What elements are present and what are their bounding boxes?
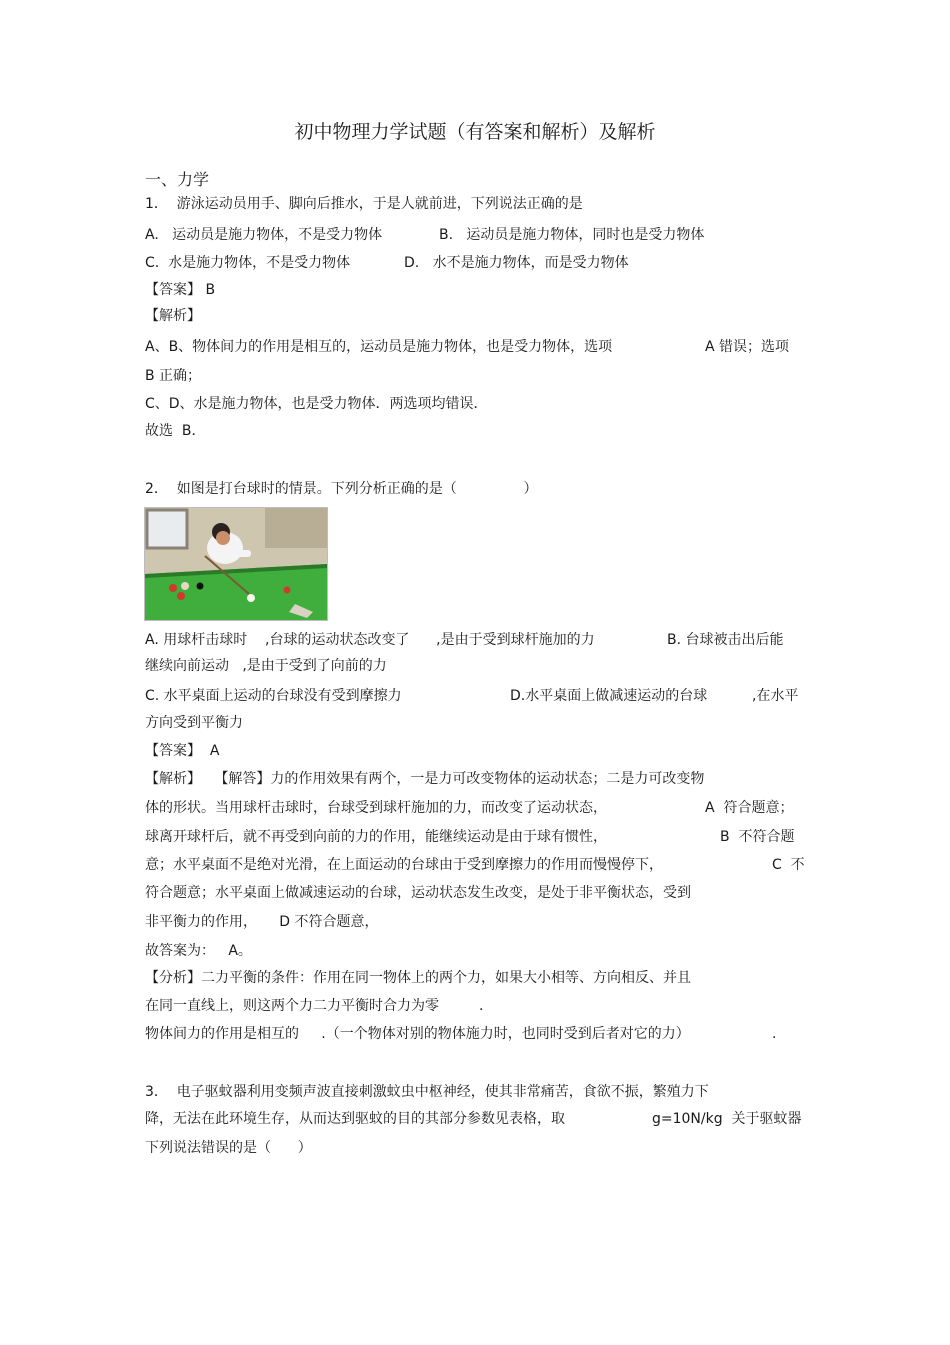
q2-solution-line: B 不符合题 xyxy=(720,829,795,845)
q2-solution-line: 非平衡力的作用， D 不符合题意， xyxy=(145,914,379,930)
page-title: 初中物理力学试题（有答案和解析）及解析 xyxy=(294,121,656,143)
q3-stem-line: g=10N/kg 关于驱蚊器 xyxy=(652,1111,802,1127)
q1-answer: 【答案】 B xyxy=(145,282,216,298)
q1-option-c: C. 水是施力物体，不是受力物体 xyxy=(145,255,351,271)
q1-analysis-line: A 错误；选项 xyxy=(705,339,790,355)
q1-option-a: A. 运动员是施力物体，不是受力物体 xyxy=(145,227,383,243)
q2-solution-line: 故答案为： A。 xyxy=(145,943,252,959)
q1-option-d: D. 水不是施力物体，而是受力物体 xyxy=(404,255,629,271)
q2-solution-line: 符合题意；水平桌面上做减速运动的台球，运动状态发生改变，是处于非平衡状态，受到 xyxy=(145,885,691,901)
q2-note-line: 在同一直线上，则这两个力二力平衡时合力为零 . xyxy=(145,998,484,1014)
q1-analysis-line: A、B、物体间力的作用是相互的，运动员是施力物体，也是受力物体，选项 xyxy=(145,339,613,355)
q3-stem-line: 降，无法在此环境生存，从而达到驱蚊的目的其部分参数见表格，取 xyxy=(145,1111,565,1127)
q2-stem: 2． 如图是打台球时的情景。下列分析正确的是（ ） xyxy=(145,481,538,497)
q2-solution-line: C 不 xyxy=(772,857,805,873)
q2-option-d-cont: 方向受到平衡力 xyxy=(145,715,243,731)
q1-analysis-line: 故选 B． xyxy=(145,423,206,439)
q2-solution-line: 意；水平桌面不是绝对光滑，在上面运动的台球由于受到摩擦力的作用而慢慢停下， xyxy=(145,857,663,873)
q3-stem-line: 下列说法错误的是（ ） xyxy=(145,1140,312,1156)
q1-analysis-label: 【解析】 xyxy=(145,308,201,324)
q2-option-b-cont: 继续向前运动 ,是由于受到了向前的力 xyxy=(145,658,387,674)
billiards-photo xyxy=(144,507,328,621)
q2-note-line: 【分析】二力平衡的条件：作用在同一物体上的两个力，如果大小相等、方向相反、并且 xyxy=(145,970,691,986)
q1-analysis-line: B 正确； xyxy=(145,368,202,384)
q2-solution-line: 球离开球杆后，就不再受到向前的力的作用，能继续运动是由于球有惯性， xyxy=(145,829,607,845)
q2-solution-line: 【解析】 【解答】力的作用效果有两个，一是力可改变物体的运动状态；二是力可改变物 xyxy=(145,771,705,787)
q1-stem: 1． 游泳运动员用手、脚向后推水，于是人就前进，下列说法正确的是 xyxy=(145,196,583,212)
q2-note-line: . xyxy=(772,1026,777,1042)
q3-stem-line: 3． 电子驱蚊器利用变频声波直接刺激蚊虫中枢神经，使其非常痛苦，食欲不振，繁殖力下 xyxy=(145,1084,709,1100)
q2-option-c: C. 水平桌面上运动的台球没有受到摩擦力 xyxy=(145,688,402,704)
q2-note-line: 物体间力的作用是相互的 .（一个物体对别的物体施力时，也同时受到后者对它的力） xyxy=(145,1026,690,1042)
q2-option-b: B. 台球被击出后能 xyxy=(667,632,784,648)
q2-solution-line: A 符合题意； xyxy=(705,800,794,816)
section-heading: 一、力学 xyxy=(145,170,210,189)
q2-solution-line: 体的形状。当用球杆击球时，台球受到球杆施加的力，而改变了运动状态， xyxy=(145,800,607,816)
q1-option-b: B. 运动员是施力物体，同时也是受力物体 xyxy=(439,227,705,243)
q1-analysis-line: C、D、水是施力物体，也是受力物体．两选项均错误． xyxy=(145,396,488,412)
q2-answer: 【答案】 A xyxy=(145,743,220,759)
q2-option-d: D.水平桌面上做减速运动的台球 xyxy=(510,688,708,704)
q2-option-a: A. 用球杆击球时 ,台球的运动状态改变了 ,是由于受到球杆施加的力 xyxy=(145,632,595,648)
q2-option-d-tail: ,在水平 xyxy=(752,688,799,704)
